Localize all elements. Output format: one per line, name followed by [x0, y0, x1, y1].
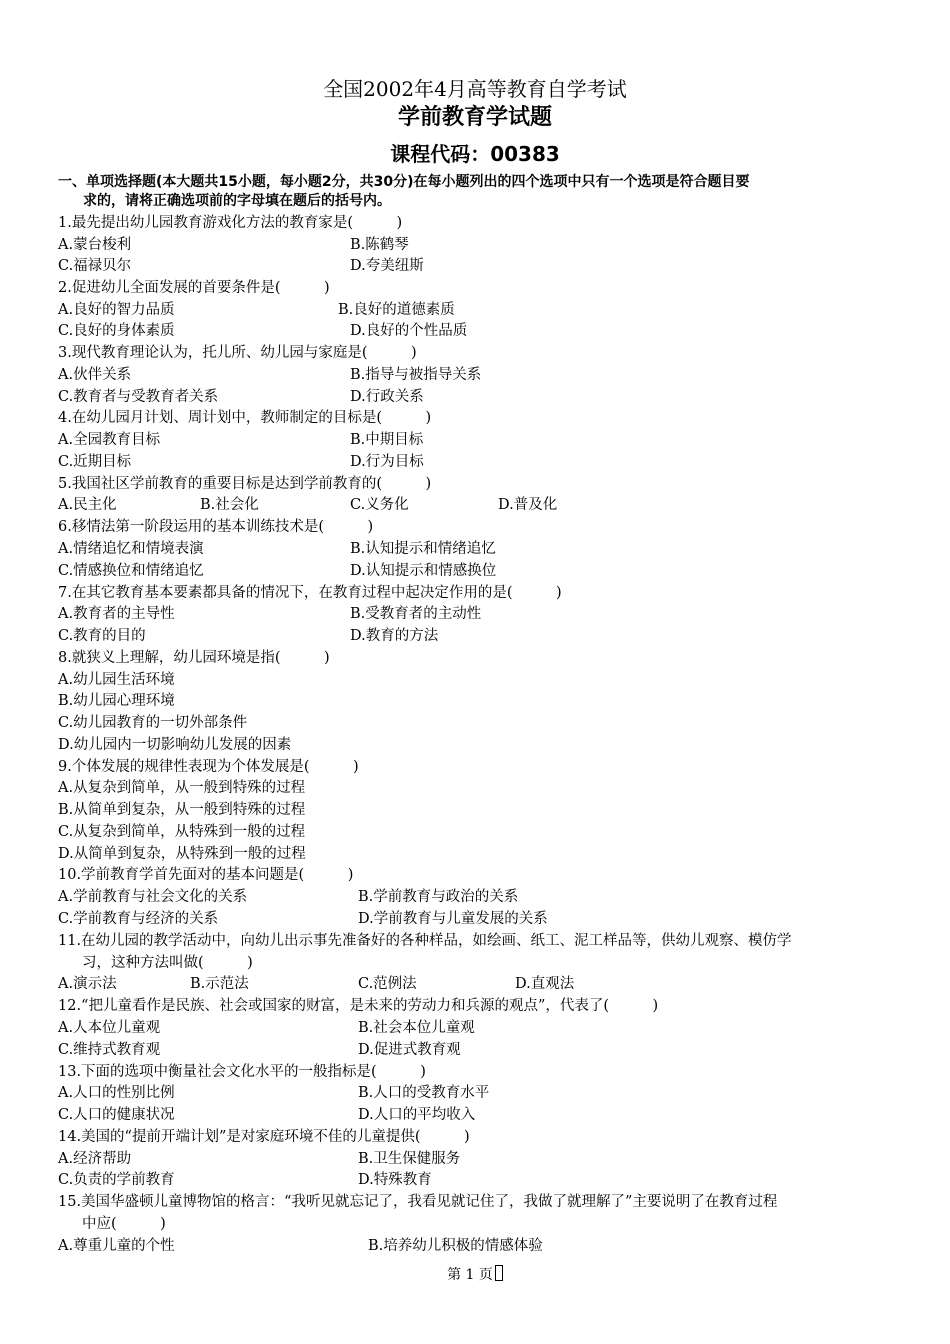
exam-page: 全国2002年4月高等教育自学考试 学前教育学试题 课程代码：00383 一、单项选择题(本大题共15小题，每小题2分，共30分)在每小题列出的四个选项中只有一个选项是符合题目要 求的，请将正确选项前的字母填在题后的括号内。 1.最先提出幼儿园教育游戏化方法的教育家是( ) A.蒙台梭利 B.陈鹤琴 C.福禄贝尔 D.夸美纽斯 2.促进幼儿全面发展的首要条件是( ) A.良好的智力品质 B.良好的道德素质 C.良好的身体素质 D.良好的个性品质 3.现代教育理论认为，托儿所、幼儿园与家庭是( ) A.伙伴关系 B.指导与被指导关系 C.教育者与受教育者关系 D.行政关系 4.在幼儿园月计划、周计划中，教师制定的目标是( ) A.全园教育目标 B.中期目标 C.近期目标 D.行为目标 5.我国社区学前教育的重要目标是达到学前教育的( ) A.民主化 B.社会化 C.义务化 D.普及化 6.移情法第一阶段运用的基本训练技术是( ) A.情绪追忆和情境表演 B.认知提示和情绪追忆 C.情感换位和情绪追忆 D.认知提示和情感换位 7.在其它教育基本要素都具备的情况下，在教育过程中起决定作用的是( ) A.教育者的主导性 B.受教育者的主动性 C.教育的目的 D.教育的方法 8.就狭义上理解，幼儿园环境是指( ) A.幼儿园生活环境 B.幼儿园心理环境 C.幼儿园教育的一切外部条件 D.幼儿园内一切影响幼儿发展的因素 9.个体发展的规律性表现为个体发展是( ) A.从复杂到简单，从一般到特殊的过程 B.从简单到复杂，从一般到特殊的过程 C.从复杂到简单，从特殊到一般的过程 D.从简单到复杂，从特殊到一般的过程 10.学前教育学首先面对的基本问题是( ) A.学前教育与社会文化的关系 B.学前教育与政治的关系 C.学前教育与经济的关系 D.学前教育与儿童发展的关系 11.在幼儿园的教学活动中，向幼儿出示事先准备好的各种样品，如绘画、纸工、泥工样品等，供幼儿观察、模仿学 习，这种方法叫做( ) A.演示法 B.示范法 C.范例法 D.直观法 12.“把儿童看作是民族、社会或国家的财富，是未来的劳动力和兵源的观点”，代表了( ) A.人本位儿童观 B.社会本位儿童观 C.维持式教育观 D.促进式教育观 13.下面的选项中衡量社会文化水平的一般指标是( ) A.人口的性别比例 B.人口的受教育水平 C.人口的健康状况 D.人口的平均收入 14.美国的“提前开端计划”是对家庭环境不佳的儿童提供( ) A.经济帮助 B.卫生保健服务 C.负责的学前教育 D.特殊教育 15.美国华盛顿儿童博物馆的格言：“我听见就忘记了，我看见就记住了，我做了就理解了”主要说明了在教育过程 中应( ) A.尊重儿童的个性 B.培养幼儿积极的情感体验 第 1 页	[0, 0, 950, 1344]
option-c: C.维持式教育观	[58, 1042, 161, 1058]
option-d: D.人口的平均收入	[358, 1107, 476, 1123]
option-c: C.幼儿园教育的一切外部条件	[58, 715, 248, 731]
option-c: C.近期目标	[58, 454, 132, 470]
option-a: A.学前教育与社会文化的关系	[58, 889, 248, 905]
course-code: 课程代码：00383	[390, 142, 560, 166]
question-stem-15: 15.美国华盛顿儿童博物馆的格言：“我听见就忘记了，我看见就记住了，我做了就理解了”主要说明了在教育过程 中应( )	[58, 1194, 778, 1232]
option-c: C.情感换位和情绪追忆	[58, 563, 204, 579]
option-d: D.从简单到复杂，从特殊到一般的过程	[58, 846, 306, 862]
option-d: D.普及化	[498, 497, 558, 513]
option-c: C.范例法	[358, 976, 417, 992]
option-a: A.演示法	[58, 976, 117, 992]
option-c: C.良好的身体素质	[58, 323, 175, 339]
option-a: A.人本位儿童观	[58, 1020, 161, 1036]
option-d: D.特殊教育	[358, 1172, 432, 1188]
option-c: C.义务化	[350, 497, 409, 513]
option-b: B.卫生保健服务	[358, 1151, 461, 1167]
option-c: C.福禄贝尔	[58, 258, 132, 274]
option-b: B.陈鹤琴	[350, 237, 409, 253]
option-a: A.伙伴关系	[58, 367, 132, 383]
option-a: A.经济帮助	[58, 1151, 132, 1167]
option-c: C.负责的学前教育	[58, 1172, 175, 1188]
option-b: B.社会化	[200, 497, 259, 513]
option-a: A.民主化	[58, 497, 117, 513]
option-d: D.良好的个性品质	[350, 323, 468, 339]
question-stem-11: 11.在幼儿园的教学活动中，向幼儿出示事先准备好的各种样品，如绘画、纸工、泥工样品等，供幼儿观察、模仿学 习，这种方法叫做( )	[58, 933, 792, 971]
option-b: B.人口的受教育水平	[358, 1085, 490, 1101]
option-a: A.教育者的主导性	[58, 606, 175, 622]
option-a: A.全园教育目标	[58, 432, 161, 448]
option-a: A.情绪追忆和情境表演	[58, 541, 204, 557]
page-footer	[0, 1265, 950, 1285]
option-a: A.幼儿园生活环境	[58, 672, 175, 688]
option-d: D.行政关系	[350, 389, 424, 405]
option-d: D.直观法	[515, 976, 575, 992]
option-b: B.良好的道德素质	[338, 302, 455, 318]
option-a: A.人口的性别比例	[58, 1085, 175, 1101]
placeholder-box-icon	[495, 1265, 503, 1281]
option-d: D.认知提示和情感换位	[350, 563, 497, 579]
option-d: D.促进式教育观	[358, 1042, 461, 1058]
option-b: B.幼儿园心理环境	[58, 693, 175, 709]
option-d: D.幼儿园内一切影响幼儿发展的因素	[58, 737, 292, 753]
option-c: C.教育者与受教育者关系	[58, 389, 219, 405]
option-c: C.人口的健康状况	[58, 1107, 175, 1123]
option-d: D.学前教育与儿童发展的关系	[358, 911, 548, 927]
option-b: B.中期目标	[350, 432, 424, 448]
section-line-1: 一、单项选择题(本大题共15小题，每小题2分，共30分)在每小题列出的四个选项中只有一个选项是符合题目要	[58, 174, 750, 190]
option-c: C.从复杂到简单，从特殊到一般的过程	[58, 824, 306, 840]
option-a: A.蒙台梭利	[58, 237, 132, 253]
option-a: A.良好的智力品质	[58, 302, 175, 318]
page-number: 第 1 页	[447, 1267, 493, 1283]
option-b: B.指导与被指导关系	[350, 367, 482, 383]
exam-line: 全国2002年4月高等教育自学考试	[323, 77, 627, 101]
option-b: B.受教育者的主动性	[350, 606, 482, 622]
option-b: B.从简单到复杂，从一般到特殊的过程	[58, 802, 306, 818]
option-d: D.教育的方法	[350, 628, 439, 644]
option-b: B.社会本位儿童观	[358, 1020, 475, 1036]
option-b: B.示范法	[190, 976, 249, 992]
section-line-2: 求的，请将正确选项前的字母填在题后的括号内。	[83, 193, 391, 209]
option-d: D.行为目标	[350, 454, 424, 470]
section-instructions	[58, 173, 894, 211]
option-a: A.从复杂到简单，从一般到特殊的过程	[58, 780, 306, 796]
option-a: A.尊重儿童的个性	[58, 1238, 175, 1254]
option-b: B.培养幼儿积极的情感体验	[368, 1238, 543, 1254]
subject-title: 学前教育学试题	[397, 105, 552, 130]
option-b: B.学前教育与政治的关系	[358, 889, 519, 905]
option-b: B.认知提示和情绪追忆	[350, 541, 496, 557]
option-d: D.夸美纽斯	[350, 258, 424, 274]
option-c: C.教育的目的	[58, 628, 146, 644]
option-c: C.学前教育与经济的关系	[58, 911, 219, 927]
